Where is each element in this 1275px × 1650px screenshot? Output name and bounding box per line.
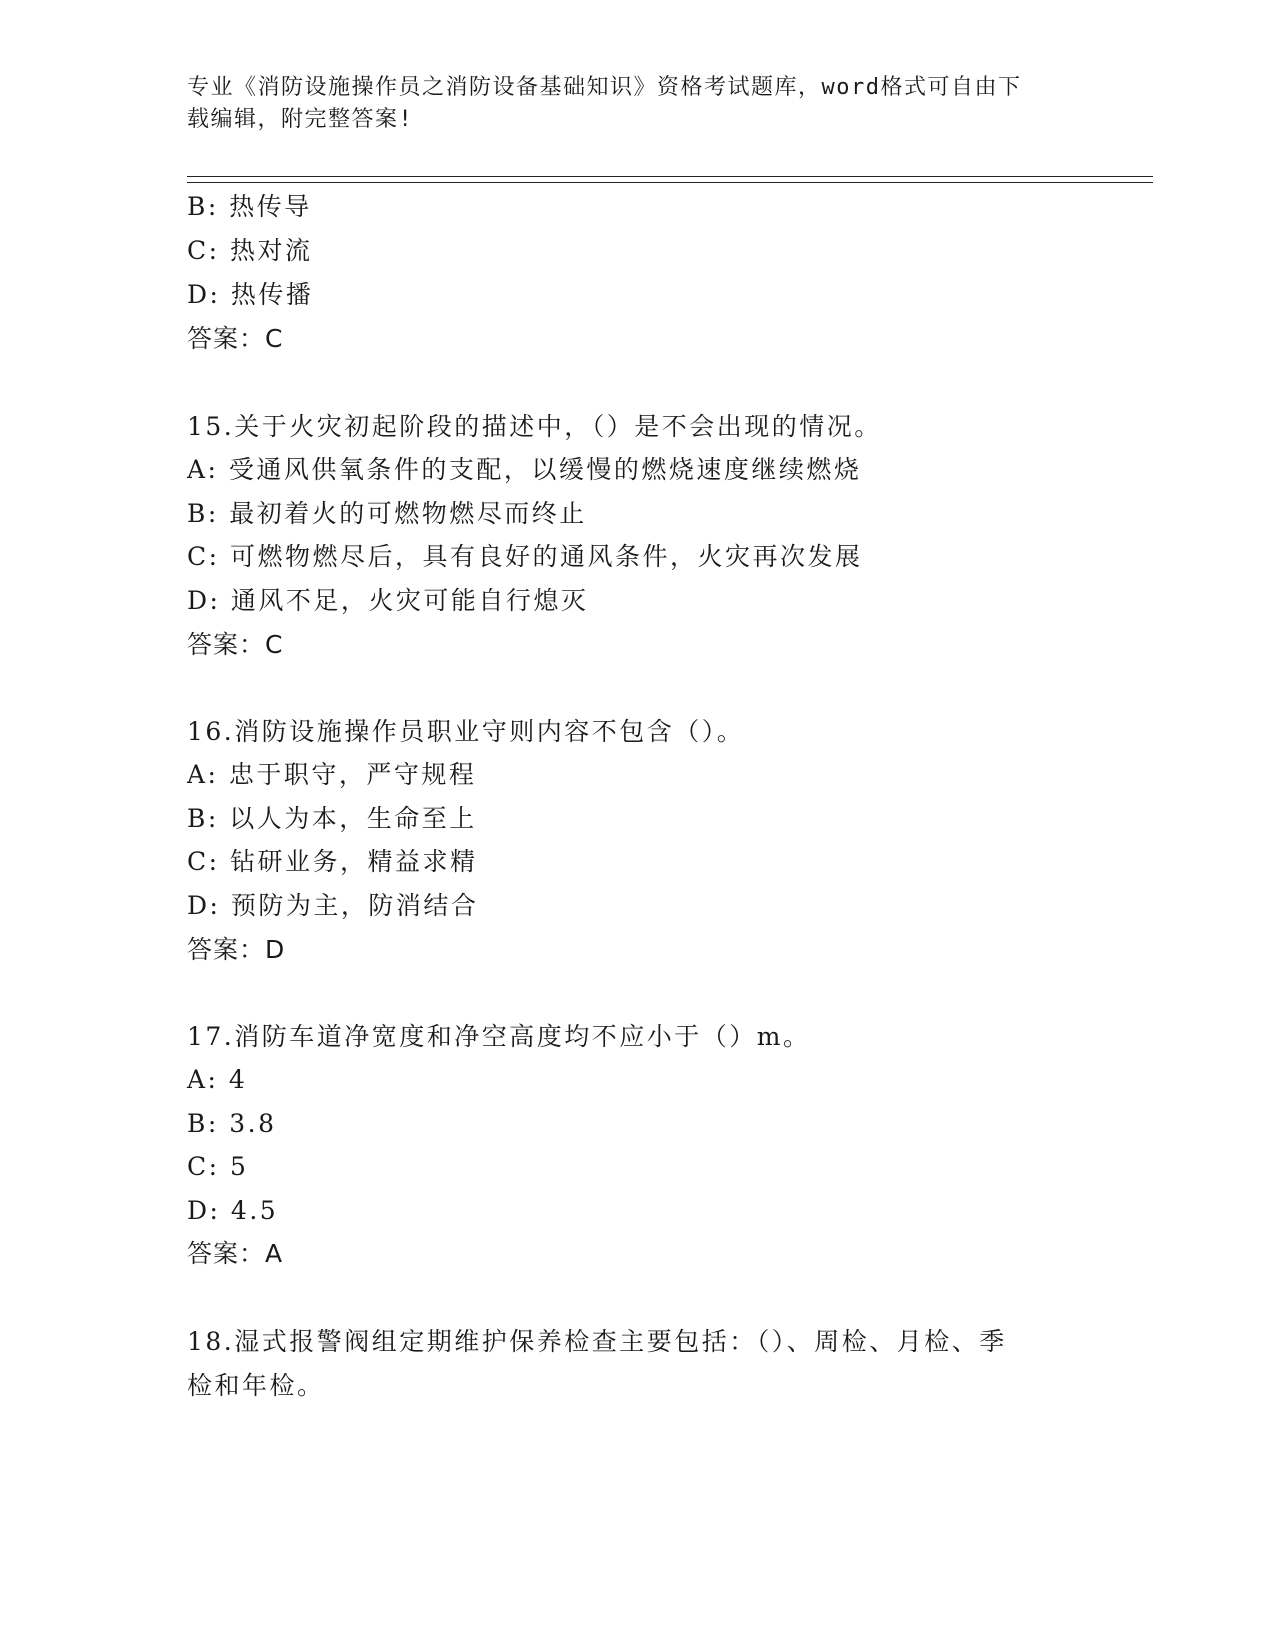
- q17-option-b: B: 3.8: [187, 1109, 277, 1138]
- header-divider-top: [187, 176, 1153, 177]
- q15-option-a: A: 受通风供氧条件的支配，以缓慢的燃烧速度继续燃烧: [187, 455, 862, 484]
- q18-stem-line-2: 检和年检。: [187, 1371, 325, 1400]
- q16-option-c: C: 钻研业务，精益求精: [187, 847, 478, 876]
- q17-answer: 答案：A: [187, 1239, 284, 1268]
- q16-option-b: B: 以人为本，生命至上: [187, 804, 477, 833]
- q14-option-c: C: 热对流: [187, 236, 313, 265]
- q17-option-c: C: 5: [187, 1152, 249, 1181]
- q15-answer: 答案：C: [187, 630, 284, 659]
- q17-stem: 17.消防车道净宽度和净空高度均不应小于（）m。: [187, 1022, 811, 1051]
- q14-answer: 答案：C: [187, 324, 284, 353]
- q14-option-b: B: 热传导: [187, 192, 312, 221]
- q14-option-d: D: 热传播: [187, 280, 314, 309]
- q15-stem: 15.关于火灾初起阶段的描述中，（）是不会出现的情况。: [187, 412, 882, 441]
- q16-answer: 答案：D: [187, 935, 286, 964]
- q15-option-c: C: 可燃物燃尽后，具有良好的通风条件，火灾再次发展: [187, 542, 863, 571]
- q15-option-d: D: 通风不足，火灾可能自行熄灭: [187, 586, 589, 615]
- q15-option-b: B: 最初着火的可燃物燃尽而终止: [187, 499, 587, 528]
- q16-stem: 16.消防设施操作员职业守则内容不包含（）。: [187, 717, 745, 746]
- q18-stem-line-1: 18.湿式报警阀组定期维护保养检查主要包括：（）、周检、月检、季: [187, 1327, 1007, 1356]
- q16-option-d: D: 预防为主，防消结合: [187, 891, 479, 920]
- document-header: [187, 72, 1067, 136]
- q17-option-a: A: 4: [187, 1065, 248, 1094]
- header-line-2: 载编辑，附完整答案!: [187, 107, 414, 132]
- q17-option-d: D: 4.5: [187, 1196, 279, 1225]
- q16-option-a: A: 忠于职守，严守规程: [187, 760, 477, 789]
- header-line-1: 专业《消防设施操作员之消防设备基础知识》资格考试题库，word格式可自由下: [187, 75, 1022, 100]
- header-divider-bottom: [187, 182, 1153, 183]
